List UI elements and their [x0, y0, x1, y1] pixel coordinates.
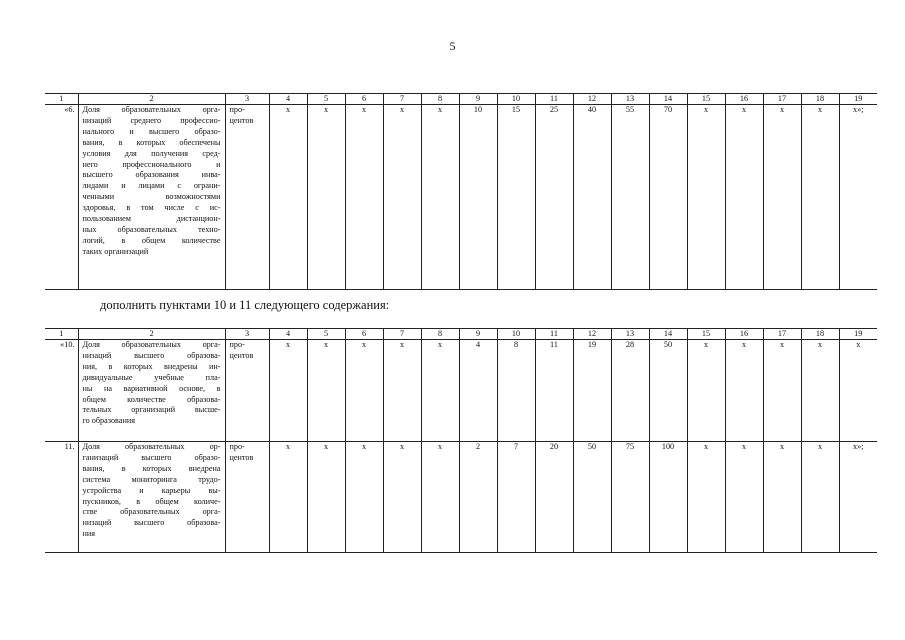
- indicator-name: [78, 442, 225, 553]
- value-cell: x: [801, 105, 839, 290]
- column-header: 9: [459, 94, 497, 105]
- value-cell: x: [801, 442, 839, 553]
- value-cell: 4: [459, 340, 497, 442]
- column-header: 7: [383, 94, 421, 105]
- indicator-name-line: Доля образовательных ор-: [82, 442, 221, 451]
- value-cell: x: [421, 442, 459, 553]
- value-cell: x: [345, 442, 383, 553]
- value-cell: 55: [611, 105, 649, 290]
- indicator-name: [78, 105, 225, 290]
- value-cell: x: [763, 105, 801, 290]
- value-cell: x: [763, 442, 801, 553]
- indicator-name-line: нального и высшего образо-: [82, 126, 221, 136]
- unit-line: про-: [229, 442, 245, 451]
- value-cell: x: [383, 105, 421, 290]
- column-header: 19: [839, 94, 877, 105]
- value-cell: x: [345, 105, 383, 290]
- value-cell: x: [383, 340, 421, 442]
- indicator-name-line: ганизаций высшего образо-: [82, 452, 221, 462]
- column-header: 6: [345, 94, 383, 105]
- value-cell: 11: [535, 340, 573, 442]
- indicator-name-line: го образования: [82, 416, 135, 426]
- column-header: 8: [421, 329, 459, 340]
- value-cell: 20: [535, 442, 573, 553]
- column-header: 1: [45, 329, 78, 340]
- value-cell: x: [269, 105, 307, 290]
- value-cell: 7: [497, 442, 535, 553]
- table-row: [45, 105, 877, 290]
- value-cell: x: [383, 442, 421, 553]
- value-cell: x: [307, 105, 345, 290]
- indicator-name-line: таких организаций: [82, 246, 149, 256]
- column-header: 14: [649, 94, 687, 105]
- unit-line: центов: [229, 115, 254, 125]
- value-cell: 19: [573, 340, 611, 442]
- value-cell: x: [725, 105, 763, 290]
- unit-line: про-: [229, 340, 245, 349]
- value-cell: x: [687, 442, 725, 553]
- unit-of-measure: [225, 105, 269, 290]
- unit-line: центов: [229, 452, 254, 462]
- value-cell: 50: [573, 442, 611, 553]
- value-cell: 50: [649, 340, 687, 442]
- indicator-name-line: здоровья, в том числе с ис-: [82, 203, 221, 213]
- column-header: 10: [497, 94, 535, 105]
- column-header: 11: [535, 329, 573, 340]
- indicator-name-line: Доля образовательных орга-: [82, 340, 221, 349]
- table-header-row: [45, 94, 877, 105]
- indicator-name-line: ны на вариативной основе, в: [82, 383, 221, 393]
- page-number: 5: [449, 39, 456, 53]
- column-header: 4: [269, 329, 307, 340]
- value-cell: x: [801, 340, 839, 442]
- column-header: 15: [687, 329, 725, 340]
- value-cell: 2: [459, 442, 497, 553]
- indicator-name-line: пускников, в общем количе-: [82, 496, 221, 506]
- indicator-name-line: ченными возможностями: [82, 192, 221, 202]
- row-number: 11.: [45, 442, 78, 553]
- value-cell: x: [269, 442, 307, 553]
- indicator-name-line: пользованием дистанцион-: [82, 214, 221, 224]
- indicator-name-line: ных образовательных техно-: [82, 224, 221, 234]
- indicator-name-line: условия для получения сред-: [82, 148, 221, 158]
- indicator-name-line: система мониторинга трудо-: [82, 474, 221, 484]
- value-cell: x: [725, 442, 763, 553]
- table-row: [45, 340, 877, 442]
- indicator-name: [78, 340, 225, 442]
- value-cell: 70: [649, 105, 687, 290]
- column-header: 5: [307, 94, 345, 105]
- column-header: 17: [763, 94, 801, 105]
- column-header: 18: [801, 94, 839, 105]
- value-cell: x: [307, 442, 345, 553]
- value-cell: x: [687, 105, 725, 290]
- indicator-name-line: вания, в которых обеспечены: [82, 137, 221, 147]
- value-cell: 25: [535, 105, 573, 290]
- unit-line: про-: [229, 105, 245, 114]
- table-indicator-6: [45, 93, 877, 290]
- column-header: 6: [345, 329, 383, 340]
- indicator-name-line: низаций высшего образова-: [82, 350, 221, 360]
- table-row: [45, 442, 877, 553]
- value-cell: 8: [497, 340, 535, 442]
- indicator-name-line: вания, в которых внедрена: [82, 463, 221, 473]
- indicator-name-line: стве образовательных орга-: [82, 507, 221, 517]
- indicator-name-line: ния, в которых внедрены ин-: [82, 361, 221, 371]
- column-header: 9: [459, 329, 497, 340]
- column-header: 18: [801, 329, 839, 340]
- value-cell: 40: [573, 105, 611, 290]
- value-cell: x: [307, 340, 345, 442]
- column-header: 13: [611, 94, 649, 105]
- value-cell: 28: [611, 340, 649, 442]
- indicator-name-line: низаций высшего образова-: [82, 518, 221, 528]
- column-header: 19: [839, 329, 877, 340]
- column-header: 13: [611, 329, 649, 340]
- value-cell: x: [269, 340, 307, 442]
- indicator-name-line: лидами и лицами с ограни-: [82, 181, 221, 191]
- indicator-name-line: него профессионального и: [82, 159, 221, 169]
- column-header: 2: [78, 94, 225, 105]
- value-cell: x: [421, 105, 459, 290]
- value-cell: 75: [611, 442, 649, 553]
- unit-of-measure: [225, 442, 269, 553]
- indicator-name-line: Доля образовательных орга-: [82, 105, 221, 114]
- indicator-name-line: тельных организаций высше-: [82, 405, 221, 415]
- value-cell: 15: [497, 105, 535, 290]
- value-cell: x»;: [839, 442, 877, 553]
- table-header-row: [45, 329, 877, 340]
- indicator-name-line: устройства и карьеры вы-: [82, 485, 221, 495]
- column-header: 7: [383, 329, 421, 340]
- column-header: 4: [269, 94, 307, 105]
- value-cell: 100: [649, 442, 687, 553]
- column-header: 2: [78, 329, 225, 340]
- row-number: «10.: [45, 340, 78, 442]
- value-cell: x: [763, 340, 801, 442]
- indicator-name-line: дивидуальные учебные пла-: [82, 372, 221, 382]
- indicator-name-line: низаций среднего профессио-: [82, 115, 221, 125]
- unit-line: центов: [229, 350, 254, 360]
- table-indicators-10-11: [45, 328, 877, 553]
- column-header: 1: [45, 94, 78, 105]
- value-cell: x: [421, 340, 459, 442]
- column-header: 12: [573, 329, 611, 340]
- indicator-name-line: высшего образования инва-: [82, 170, 221, 180]
- column-header: 10: [497, 329, 535, 340]
- indicator-name-line: ния: [82, 529, 96, 539]
- column-header: 14: [649, 329, 687, 340]
- column-header: 11: [535, 94, 573, 105]
- column-header: 16: [725, 329, 763, 340]
- column-header: 16: [725, 94, 763, 105]
- column-header: 3: [225, 94, 269, 105]
- column-header: 17: [763, 329, 801, 340]
- value-cell: x: [687, 340, 725, 442]
- unit-of-measure: [225, 340, 269, 442]
- value-cell: x: [839, 340, 877, 442]
- indicator-name-line: логий, в общем количестве: [82, 235, 221, 245]
- value-cell: x»;: [839, 105, 877, 290]
- row-number: «6.: [45, 105, 78, 290]
- column-header: 12: [573, 94, 611, 105]
- column-header: 8: [421, 94, 459, 105]
- column-header: 3: [225, 329, 269, 340]
- value-cell: x: [345, 340, 383, 442]
- column-header: 5: [307, 329, 345, 340]
- value-cell: x: [725, 340, 763, 442]
- amendment-text: дополнить пунктами 10 и 11 следующего содержания:: [100, 298, 390, 312]
- indicator-name-line: общем количестве образова-: [82, 394, 221, 404]
- value-cell: 10: [459, 105, 497, 290]
- column-header: 15: [687, 94, 725, 105]
